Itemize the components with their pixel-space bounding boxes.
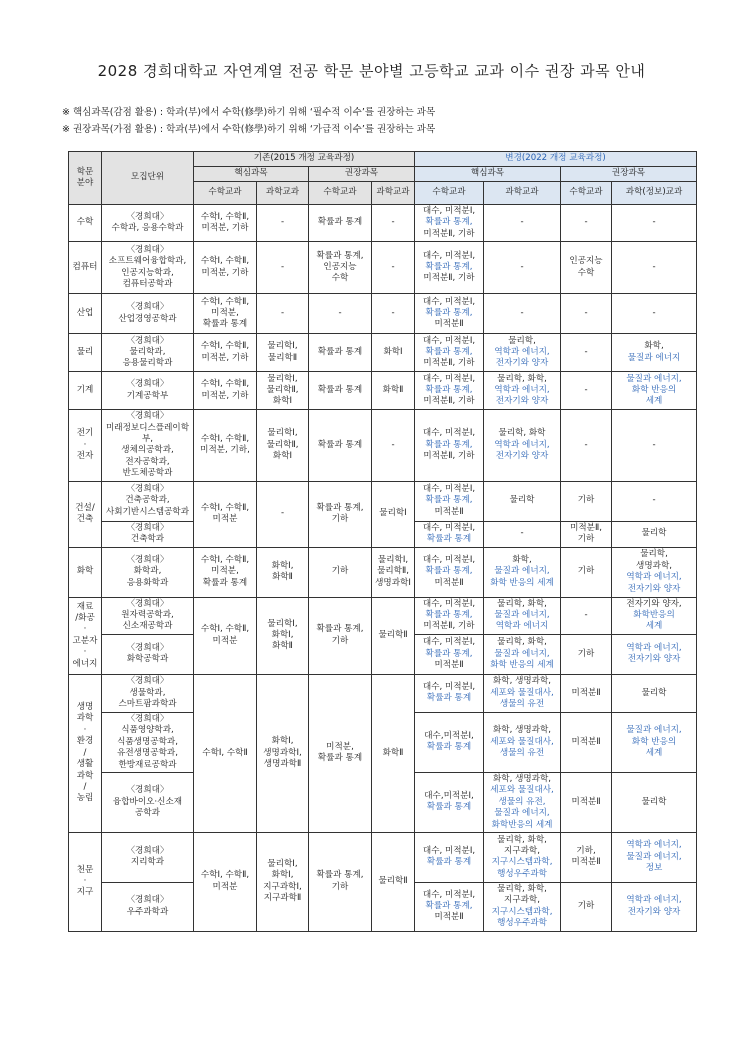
math-subjects: 대수, 미적분Ⅰ, (422, 681, 476, 692)
new-rec-sciinfo (612, 674, 697, 712)
sci-subjects: 물리학 (641, 528, 667, 539)
highlight-subject: 세포와 물질대사, 생물의 유전, 물질과 에너지, 화학반응의 세계 (490, 785, 554, 830)
new-core-math (415, 547, 484, 597)
old-core-sci: 물리학Ⅰ, 화학Ⅰ, 화학Ⅱ (257, 597, 309, 674)
old-core-sci: 물리학Ⅰ, 화학Ⅰ, 지구과학Ⅰ, 지구과학Ⅱ (257, 832, 309, 931)
unit-cell: 〈경희대〉 수학과, 응용수학과 (102, 205, 194, 242)
header-new-rec: 권장과목 (561, 167, 697, 182)
new-core-math (415, 832, 484, 882)
new-rec-sciinfo (612, 772, 697, 832)
field-cell: 기계 (69, 372, 102, 410)
new-core-math (415, 334, 484, 372)
sci-subjects: - (520, 217, 524, 228)
old-rec-math: 확률과 통계 (309, 205, 372, 242)
math-subjects: 대수, 미적분Ⅰ, (422, 296, 476, 307)
math-subjects: 미적분Ⅱ, 기하 (423, 358, 475, 369)
header-math: 수학교과 (194, 182, 257, 205)
highlight-subject: 물질과 에너지, 화학 반응의 세계 (626, 373, 682, 407)
new-core-sci (484, 372, 561, 410)
new-core-math (415, 481, 484, 521)
sci-subjects: - (520, 308, 524, 319)
math-subjects: 대수, 미적분Ⅰ, (422, 428, 476, 439)
old-rec-math: 확률과 통계 (309, 372, 372, 410)
math-subjects: 대수, 미적분Ⅰ, (422, 889, 476, 900)
subject-table (68, 151, 697, 932)
highlight-subject: 물질과 에너지, 화학 반응의 세계 (490, 648, 554, 671)
math-subjects: 미적분Ⅱ (434, 660, 464, 671)
new-core-sci (484, 205, 561, 242)
highlight-subject: 확률과 통계, (425, 347, 473, 358)
field-cell: 컴퓨터 (69, 242, 102, 294)
old-rec-math: 기하 (309, 547, 372, 597)
sci-subjects: 물리학, 생명과학, (636, 549, 672, 571)
math-subjects: 미적분Ⅱ, 기하 (423, 396, 475, 407)
highlight-subject: 세포와 물질대사, 생물의 유전 (490, 736, 554, 759)
old-rec-math: 미적분, 확률과 통계 (309, 674, 372, 832)
new-rec-math: - (561, 334, 612, 372)
sci-subjects: 물리학, 화학, 지구과학, (497, 883, 547, 906)
new-core-sci (484, 242, 561, 294)
note-core: ※ 핵심과목(감점 활용) : 학과(부)에서 수학(修學)하기 위해 ‘필수적 이수’를 권장하는 과목 (62, 107, 436, 118)
header-sciinfo: 과학(정보)교과 (612, 182, 697, 205)
highlight-subject: 역학과 에너지, 전자기와 양자 (494, 347, 550, 369)
header-math: 수학교과 (309, 182, 372, 205)
sci-subjects: - (520, 262, 524, 273)
header-sci: 과학교과 (372, 182, 415, 205)
new-core-sci (484, 410, 561, 481)
new-rec-sciinfo (612, 410, 697, 481)
new-rec-sciinfo (612, 712, 697, 772)
old-core-sci: 화학Ⅰ, 생명과학Ⅰ, 생명과학Ⅱ (257, 674, 309, 832)
note-recommended: ※ 권장과목(가점 활용) : 학과(부)에서 수학(修學)하기 위해 ‘가급적 이수’를 권장하는 과목 (62, 124, 436, 135)
sci-subjects: 전자기와 양자, (626, 598, 682, 609)
sci-subjects: - (652, 217, 656, 228)
old-core-math: 수학Ⅰ, 수학Ⅱ, 미적분, 기하 (194, 242, 257, 294)
sci-subjects: 물리학 (641, 796, 667, 807)
table-row (69, 410, 697, 481)
header-field: 학문 분야 (69, 152, 102, 205)
new-core-math (415, 674, 484, 712)
old-rec-sci: 화학Ⅱ (372, 372, 415, 410)
old-core-sci: 화학Ⅰ, 화학Ⅱ (257, 547, 309, 597)
new-rec-sciinfo (612, 521, 697, 547)
new-rec-sciinfo (612, 294, 697, 334)
highlight-subject: 역학과 에너지, 전자기와 양자 (494, 439, 550, 462)
new-core-sci (484, 712, 561, 772)
new-core-sci (484, 832, 561, 882)
new-core-sci (484, 597, 561, 634)
old-core-sci: - (257, 294, 309, 334)
old-core-math: 수학Ⅰ, 수학Ⅱ, 미적분, 기하 (194, 372, 257, 410)
sci-subjects: 화학, 생명과학, (493, 725, 552, 736)
highlight-subject: 물질과 에너지, 역학과 에너지 (494, 610, 550, 632)
old-rec-sci: - (372, 242, 415, 294)
new-rec-math: 미적분Ⅱ (561, 674, 612, 712)
highlight-subject: 역학과 에너지, 전자기와 양자 (626, 895, 682, 917)
math-subjects: 대수, 미적분Ⅰ, (422, 846, 476, 857)
new-core-sci (484, 882, 561, 931)
unit-cell: 〈경희대〉 지리학과 (102, 832, 194, 882)
math-subjects: 미적분Ⅱ (434, 912, 464, 923)
field-cell: 천문 · 지구 (69, 832, 102, 931)
table-row (69, 547, 697, 597)
unit-cell: 〈경희대〉 생물학과, 스마트팜과학과 (102, 674, 194, 712)
sci-subjects: - (652, 439, 656, 450)
old-rec-sci: - (372, 410, 415, 481)
unit-cell: 〈경희대〉 건축공학과, 사회기반시스템공학과 (102, 481, 194, 521)
field-cell: 물리 (69, 334, 102, 372)
math-subjects: 대수, 미적분Ⅰ, (422, 335, 476, 346)
table-row (69, 674, 697, 712)
sci-subjects: - (652, 308, 656, 319)
header-unit: 모집단위 (102, 152, 194, 205)
unit-cell: 〈경희대〉 기계공학부 (102, 372, 194, 410)
field-cell: 화학 (69, 547, 102, 597)
sci-subjects: 물리학, 화학 (498, 428, 546, 439)
table-row (69, 205, 697, 242)
highlight-subject: 역학과 에너지, 전자기와 양자 (494, 385, 550, 407)
new-core-math (415, 772, 484, 832)
old-rec-sci: - (372, 294, 415, 334)
new-rec-math: - (561, 410, 612, 481)
sci-subjects: 물리학, 화학, (497, 373, 547, 384)
new-rec-math: 인공지능 수학 (561, 242, 612, 294)
field-cell: 전기 · 전자 (69, 410, 102, 481)
table-row (69, 832, 697, 882)
sci-subjects: 화학, 생명과학, (493, 773, 552, 784)
new-rec-sciinfo (612, 242, 697, 294)
old-rec-sci: - (372, 205, 415, 242)
old-core-math: 수학Ⅰ, 수학Ⅱ, 미적분, 기하, (194, 410, 257, 481)
new-core-sci (484, 674, 561, 712)
sci-subjects: - (652, 262, 656, 273)
old-core-sci: 물리학Ⅰ, 물리학Ⅱ, 화학Ⅰ (257, 410, 309, 481)
sci-subjects: - (652, 495, 656, 506)
highlight-subject: 확률과 통계 (426, 802, 472, 813)
new-core-math (415, 294, 484, 334)
sci-subjects: 물리학, (508, 335, 536, 346)
old-rec-math: 확률과 통계, 기하 (309, 481, 372, 547)
old-rec-math: 확률과 통계 (309, 334, 372, 372)
old-core-sci: - (257, 481, 309, 547)
sci-subjects: 화학, 생명과학, (493, 676, 552, 687)
old-core-math: 수학Ⅰ, 수학Ⅱ, 미적분, 확률과 통계 (194, 547, 257, 597)
highlight-subject: 물질과 에너지 (627, 352, 681, 363)
unit-cell: 〈경희대〉 화학과, 응용화학과 (102, 547, 194, 597)
math-subjects: 대수, 미적분Ⅰ, (422, 555, 476, 566)
highlight-subject: 물질과 에너지, 화학 반응의 세계 (626, 725, 682, 759)
highlight-subject: 역학과 에너지, 전자기와 양자 (626, 642, 682, 665)
new-core-math (415, 372, 484, 410)
new-core-sci (484, 521, 561, 547)
old-rec-sci: 화학Ⅱ (372, 674, 415, 832)
new-rec-sciinfo (612, 597, 697, 634)
unit-cell: 〈경희대〉 물리학과, 응용물리학과 (102, 334, 194, 372)
header-sci: 과학교과 (257, 182, 309, 205)
new-core-math (415, 242, 484, 294)
table-row (69, 597, 697, 634)
sci-subjects: 물리학 (509, 495, 535, 506)
unit-cell: 〈경희대〉 융합바이오·신소재 공학과 (102, 772, 194, 832)
table-row (69, 294, 697, 334)
old-core-math: 수학Ⅰ, 수학Ⅱ (194, 674, 257, 832)
highlight-subject: 확률과 통계, (425, 901, 473, 912)
highlight-subject: 확률과 통계, (425, 566, 473, 577)
new-rec-math: 기하 (561, 882, 612, 931)
highlight-subject: 지구시스템과학, 행성우주과학 (491, 857, 553, 879)
new-core-math (415, 597, 484, 634)
header-new: 변경(2022 개정 교육과정) (415, 152, 697, 167)
new-core-math (415, 205, 484, 242)
table-row (69, 481, 697, 521)
table-row (69, 372, 697, 410)
header-new-core: 핵심과목 (415, 167, 561, 182)
new-core-math (415, 634, 484, 674)
new-rec-math: - (561, 205, 612, 242)
new-core-sci (484, 334, 561, 372)
new-rec-math: 기하 (561, 634, 612, 674)
highlight-subject: 확률과 통계, (425, 439, 473, 450)
unit-cell: 〈경희대〉 원자력공학과, 신소재공학과 (102, 597, 194, 634)
sci-subjects: 화학, (512, 555, 532, 566)
new-rec-math: - (561, 294, 612, 334)
math-subjects: 대수, 미적분Ⅰ, (422, 598, 476, 609)
new-core-math (415, 410, 484, 481)
highlight-subject: 화학반응의 세계 (633, 610, 675, 632)
highlight-subject: 역학과 에너지, 전자기와 양자 (626, 572, 682, 594)
math-subjects: 미적분Ⅱ, 기하 (423, 273, 475, 284)
old-rec-math: 확률과 통계 (309, 410, 372, 481)
unit-cell: 〈경희대〉 화학공학과 (102, 634, 194, 674)
math-subjects: 미적분Ⅱ (434, 506, 464, 517)
new-core-math (415, 712, 484, 772)
new-core-sci (484, 634, 561, 674)
old-core-sci: - (257, 242, 309, 294)
new-rec-math: - (561, 372, 612, 410)
header-old: 기존(2015 개정 교육과정) (194, 152, 415, 167)
new-core-sci (484, 294, 561, 334)
old-rec-sci: 물리학Ⅰ (372, 481, 415, 547)
highlight-subject: 확률과 통계, (425, 308, 473, 319)
old-rec-math: 확률과 통계, 기하 (309, 597, 372, 674)
old-core-math: 수학Ⅰ, 수학Ⅱ, 미적분 (194, 481, 257, 547)
highlight-subject: 지구시스템과학, 행성우주과학 (491, 906, 553, 929)
sci-subjects: 화학, (644, 341, 664, 352)
header-sci: 과학교과 (484, 182, 561, 205)
field-cell: 생명 과학 · 환경 / 생활 과학 / 농림 (69, 674, 102, 832)
new-rec-sciinfo (612, 547, 697, 597)
math-subjects: 미적분Ⅱ, 기하 (423, 621, 475, 632)
old-rec-sci: 물리학Ⅰ, 물리학Ⅱ, 생명과학Ⅰ (372, 547, 415, 597)
unit-cell: 〈경희대〉 우주과학과 (102, 882, 194, 931)
notes (62, 104, 435, 138)
sci-subjects: - (520, 528, 524, 539)
highlight-subject: 역학과 에너지, 물질과 에너지, 정보 (626, 840, 682, 874)
field-cell: 건설/ 건축 (69, 481, 102, 547)
old-core-math: 수학Ⅰ, 수학Ⅱ, 미적분, 확률과 통계 (194, 294, 257, 334)
new-core-sci (484, 547, 561, 597)
new-rec-math: 기하 (561, 547, 612, 597)
math-subjects: 대수,미적분Ⅰ, (424, 791, 474, 802)
unit-cell: 〈경희대〉 미래정보디스플레이학부, 생체의공학과, 전자공학과, 반도체공학과 (102, 410, 194, 481)
new-rec-sciinfo (612, 481, 697, 521)
old-rec-math: 확률과 통계, 인공지능 수학 (309, 242, 372, 294)
old-rec-sci: 화학Ⅰ (372, 334, 415, 372)
new-core-sci (484, 772, 561, 832)
math-subjects: 미적분Ⅱ, 기하 (423, 451, 475, 462)
new-rec-sciinfo (612, 334, 697, 372)
sci-subjects: 물리학, 화학, (497, 598, 547, 609)
old-rec-sci: 물리학Ⅱ (372, 832, 415, 931)
highlight-subject: 확률과 통계, (425, 262, 473, 273)
math-subjects: 미적분Ⅱ (434, 319, 464, 330)
unit-cell: 〈경희대〉 산업경영공학과 (102, 294, 194, 334)
unit-cell: 〈경희대〉 건축학과 (102, 521, 194, 547)
new-rec-math: - (561, 597, 612, 634)
old-rec-math: 확률과 통계, 기하 (309, 832, 372, 931)
old-core-math: 수학Ⅰ, 수학Ⅱ, 미적분 (194, 832, 257, 931)
old-core-math: 수학Ⅰ, 수학Ⅱ, 미적분, 기하 (194, 334, 257, 372)
old-rec-sci: 물리학Ⅱ (372, 597, 415, 674)
sci-subjects: 물리학 (641, 687, 667, 698)
new-rec-math: 기하, 미적분Ⅱ (561, 832, 612, 882)
field-cell: 수학 (69, 205, 102, 242)
math-subjects: 대수,미적분Ⅰ, (424, 730, 474, 741)
highlight-subject: 확률과 통계 (426, 534, 472, 545)
field-cell: 산업 (69, 294, 102, 334)
new-rec-sciinfo (612, 832, 697, 882)
new-rec-math: 미적분Ⅱ, 기하 (561, 521, 612, 547)
header-math: 수학교과 (561, 182, 612, 205)
old-core-math: 수학Ⅰ, 수학Ⅱ, 미적분 (194, 597, 257, 674)
header-math: 수학교과 (415, 182, 484, 205)
old-rec-math: - (309, 294, 372, 334)
highlight-subject: 확률과 통계, (425, 385, 473, 396)
highlight-subject: 확률과 통계 (426, 857, 472, 868)
new-rec-sciinfo (612, 634, 697, 674)
field-cell: 재료 /화공 · 고분자 · 에너지 (69, 597, 102, 674)
table-row (69, 334, 697, 372)
math-subjects: 미적분Ⅱ, 기하 (423, 228, 475, 239)
math-subjects: 미적분Ⅱ (434, 577, 464, 588)
new-core-sci (484, 481, 561, 521)
math-subjects: 대수, 미적분Ⅰ, (422, 373, 476, 384)
unit-cell: 〈경희대〉 식품영양학과, 식품생명공학과, 유전생명공학과, 한방재료공학과 (102, 712, 194, 772)
table-row (69, 242, 697, 294)
highlight-subject: 확률과 통계 (426, 693, 472, 704)
new-rec-sciinfo (612, 882, 697, 931)
old-core-math: 수학Ⅰ, 수학Ⅱ, 미적분, 기하 (194, 205, 257, 242)
sci-subjects: 물리학, 화학, 지구과학, (497, 834, 547, 857)
new-rec-math: 미적분Ⅱ (561, 712, 612, 772)
new-rec-math: 미적분Ⅱ (561, 772, 612, 832)
highlight-subject: 물질과 에너지, 화학 반응의 세계 (490, 566, 554, 588)
header-old-core: 핵심과목 (194, 167, 309, 182)
new-core-math (415, 521, 484, 547)
math-subjects: 대수, 미적분Ⅰ, (422, 522, 476, 533)
math-subjects: 대수, 미적분Ⅰ, (422, 250, 476, 261)
header-old-rec: 권장과목 (309, 167, 415, 182)
new-rec-sciinfo (612, 372, 697, 410)
highlight-subject: 확률과 통계, (425, 495, 473, 506)
unit-cell: 〈경희대〉 소프트웨어융합학과, 인공지능학과, 컴퓨터공학과 (102, 242, 194, 294)
math-subjects: 대수, 미적분Ⅰ, (422, 206, 476, 216)
new-rec-math: 기하 (561, 481, 612, 521)
sci-subjects: 물리학, 화학, (497, 637, 547, 648)
new-rec-sciinfo (612, 205, 697, 242)
old-core-sci: 물리학Ⅰ, 물리학Ⅱ, 화학Ⅰ (257, 372, 309, 410)
highlight-subject: 확률과 통계, (425, 610, 473, 621)
old-core-sci: 물리학Ⅰ, 물리학Ⅱ (257, 334, 309, 372)
highlight-subject: 확률과 통계, (425, 217, 473, 228)
page-title: 2028 경희대학교 자연계열 전공 학문 분야별 고등학교 교과 이수 권장 과목 안내 (97, 62, 646, 80)
new-core-math (415, 882, 484, 931)
math-subjects: 대수, 미적분Ⅰ, (422, 637, 476, 648)
old-core-sci: - (257, 205, 309, 242)
highlight-subject: 확률과 통계, (425, 648, 473, 659)
highlight-subject: 확률과 통계 (426, 742, 472, 753)
highlight-subject: 세포와 물질대사, 생물의 유전 (490, 687, 554, 710)
math-subjects: 대수, 미적분Ⅰ, (422, 484, 476, 495)
